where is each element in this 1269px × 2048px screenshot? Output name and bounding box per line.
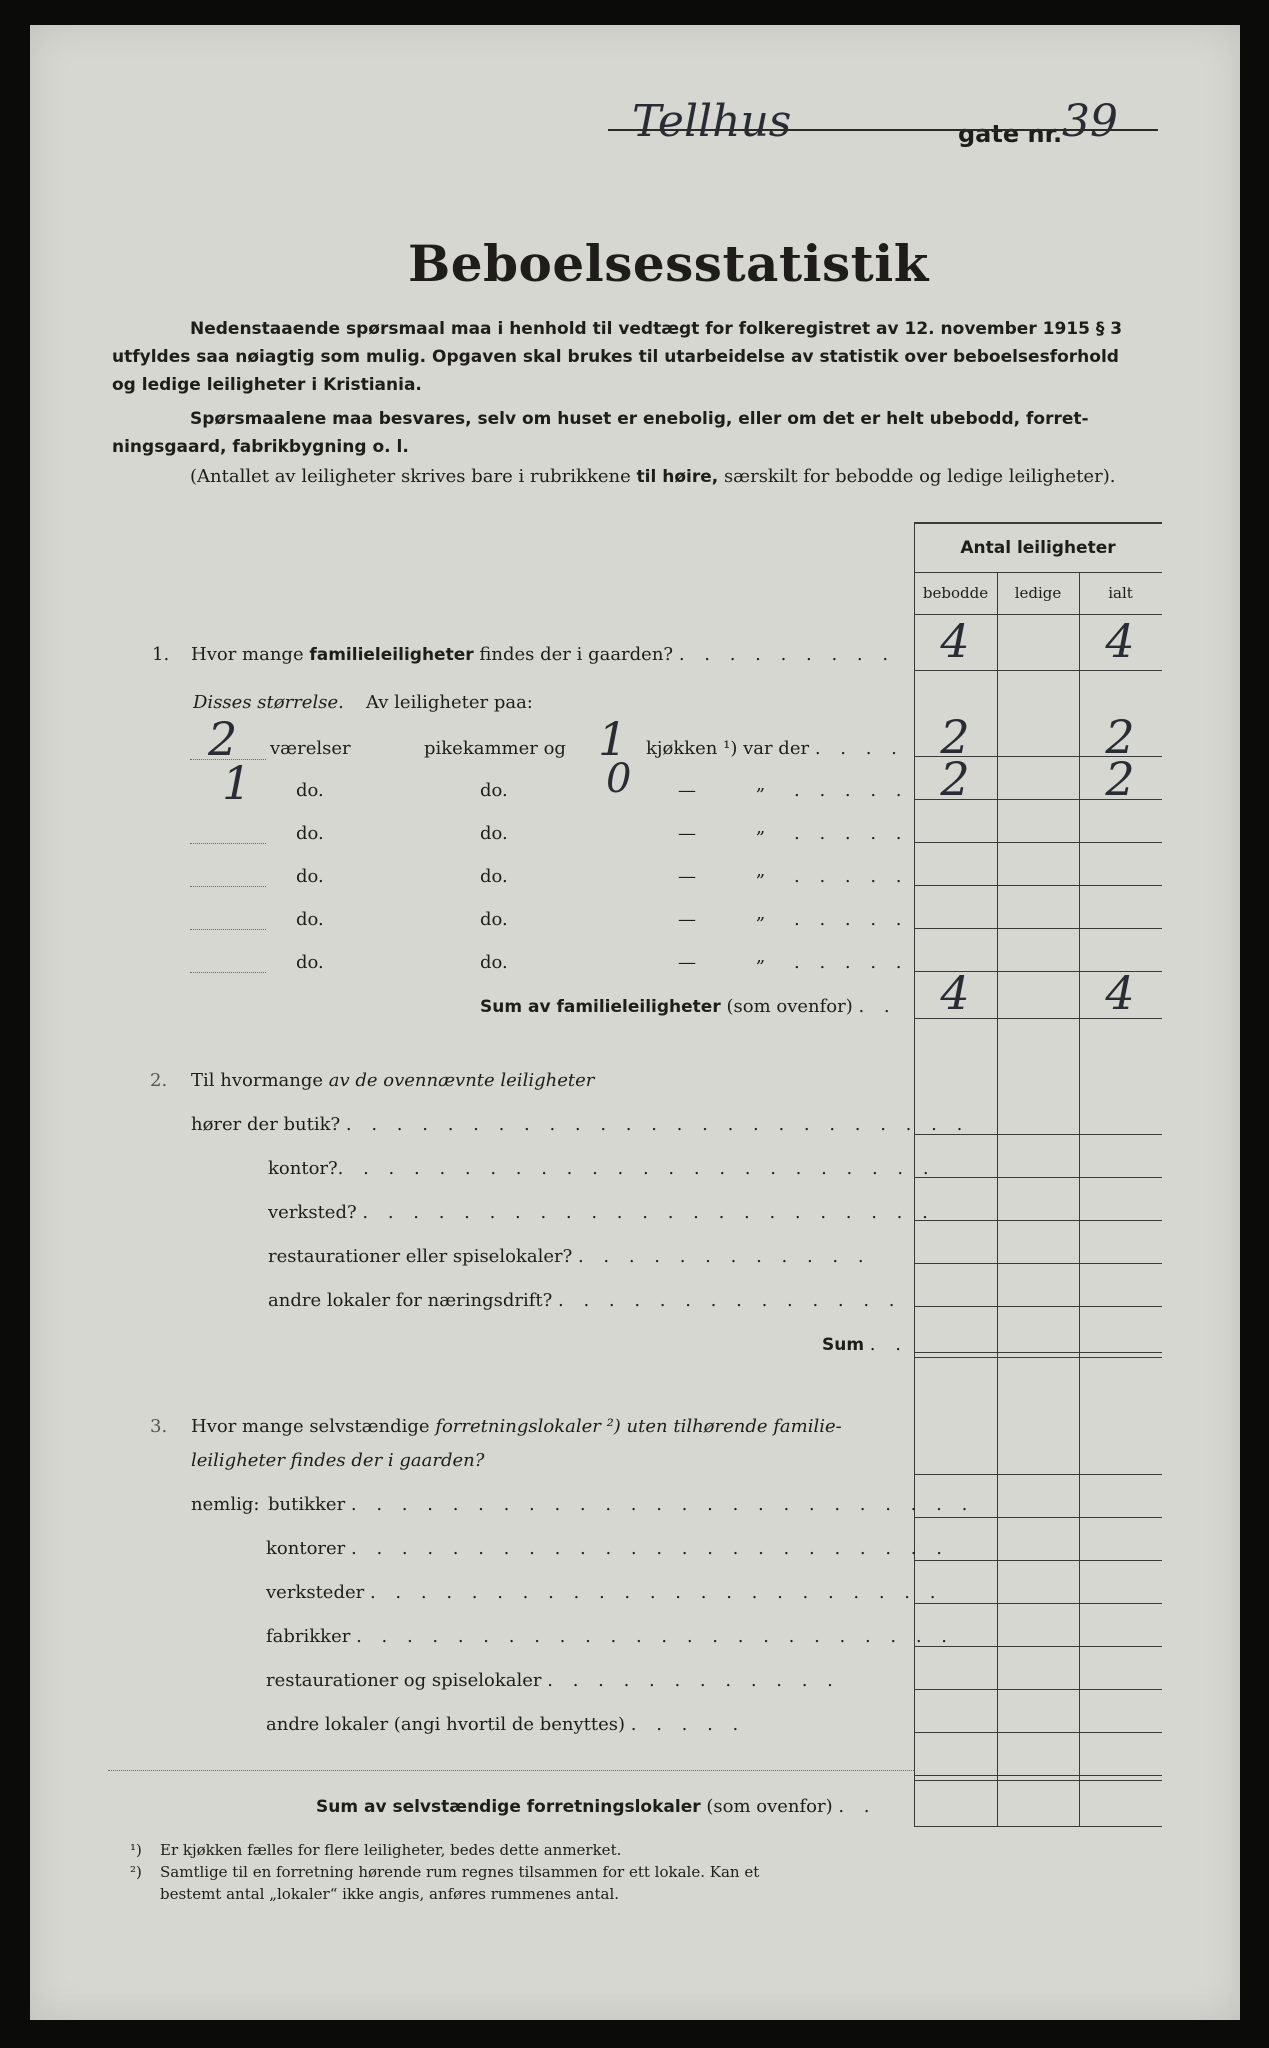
q3-text: Hvor mange selvstændige forretningslokaler ²) uten tilhørende familie- xyxy=(191,1416,842,1437)
footnote-1-mark: ¹) xyxy=(130,1841,142,1859)
q3-item-butikker: butikker . . . . . . . . . . . . . . . . . . . . . . . . . xyxy=(268,1494,975,1515)
row3-do-2: do. xyxy=(480,823,508,844)
row4-do-2: do. xyxy=(480,866,508,887)
intro-line-4: Spørsmaalene maa besvares, selv om huset er enebolig, eller om det er helt ubebodd, forret- xyxy=(190,409,1089,429)
row4-dots: . . . . . xyxy=(794,866,909,887)
footnote-2a: Samtlige til en forretning hørende rum regnes tilsammen for ett lokale. Kan et xyxy=(160,1863,760,1881)
row2-bebodde: 2 xyxy=(940,752,970,806)
pikekammer-label: pikekammer og xyxy=(424,738,566,759)
row2-vaerelser-value: 1 xyxy=(222,756,252,810)
row6-do-2: do. xyxy=(480,952,508,973)
q2-item-andre: andre lokaler for næringsdrift? . . . . . . . . . . . . . . xyxy=(268,1290,902,1311)
row2-do-2: do. xyxy=(480,780,508,801)
kjokken-label: kjøkken ¹) var der . . . . xyxy=(646,738,904,759)
street-name-handwritten: Tellhus xyxy=(632,96,792,147)
q1-sum-ialt: 4 xyxy=(1105,966,1135,1020)
row5-dash: — xyxy=(678,909,696,930)
col-ialt: ialt xyxy=(1108,584,1133,602)
intro-line-3: og ledige leiligheter i Kristiania. xyxy=(112,375,422,395)
q2-item-restaurationer: restaurationer eller spiselokaler? . . . . . . . . . . . . xyxy=(268,1246,871,1267)
row2-dots: . . . . . xyxy=(794,780,909,801)
intro-line-5: ningsgaard, fabrikbygning o. l. xyxy=(112,437,409,457)
row4-dash: — xyxy=(678,866,696,887)
row5-do-1: do. xyxy=(296,909,324,930)
row6-quote: „ xyxy=(756,946,766,967)
q2-number: 2. xyxy=(150,1070,168,1091)
q1-size-label: Disses størrelse. xyxy=(193,692,344,713)
q3-item-andre: andre lokaler (angi hvortil de benyttes) . . . . . xyxy=(266,1714,746,1735)
row3-do-1: do. xyxy=(296,823,324,844)
street-number-handwritten: 39 xyxy=(1062,96,1118,147)
q2-item-butik: hører der butik? . . . . . . . . . . . . . . . . . . . . . . . . . xyxy=(191,1114,970,1135)
q2-sum-label: Sum . . xyxy=(822,1334,908,1355)
intro-line-2: utfyldes saa nøiagtig som mulig. Opgaven skal brukes til utarbeidelse av statistik over beboelsesforhold xyxy=(112,347,1119,367)
q3-sum-label: Sum av selvstændige forretningslokaler (som ovenfor) . . xyxy=(316,1796,877,1817)
row3-dots: . . . . . xyxy=(794,823,909,844)
row4-do-1: do. xyxy=(296,866,324,887)
row5-do-2: do. xyxy=(480,909,508,930)
row6-dash: — xyxy=(678,952,696,973)
q1-number: 1. xyxy=(152,644,170,665)
q3-nemlig: nemlig: xyxy=(191,1494,260,1515)
row2-dash: — xyxy=(678,780,696,801)
row6-dots: . . . . . xyxy=(794,952,909,973)
intro-note: (Antallet av leiligheter skrives bare i rubrikkene til høire, særskilt for bebodde og ledige leiligheter). xyxy=(190,466,1116,487)
row2-ialt: 2 xyxy=(1105,752,1135,806)
q3-item-fabrikker: fabrikker . . . . . . . . . . . . . . . . . . . . . . . . xyxy=(266,1626,955,1647)
row5-dots: . . . . . xyxy=(794,909,909,930)
table-title: Antal leiligheter xyxy=(960,538,1116,558)
row3-quote: „ xyxy=(756,817,766,838)
q1-total-bebodde: 4 xyxy=(940,614,970,668)
q1-total-ialt: 4 xyxy=(1105,614,1135,668)
q3-item-restaurationer: restaurationer og spiselokaler . . . . . . . . . . . . xyxy=(266,1670,840,1691)
q1-sum-label: Sum av familieleiligheter (som ovenfor) . . xyxy=(480,996,897,1017)
row1-kjokken-value: 1 xyxy=(598,712,628,766)
header-underline xyxy=(608,129,1158,131)
q3-text-2: leiligheter findes der i gaarden? xyxy=(191,1450,485,1471)
q2-text: Til hvormange av de ovennævnte leiligheter xyxy=(191,1070,595,1091)
col-bebodde: bebodde xyxy=(922,584,989,602)
q2-item-verksted: verksted? . . . . . . . . . . . . . . . . . . . . . . . xyxy=(268,1202,935,1223)
q3-item-verksteder: verksteder . . . . . . . . . . . . . . . . . . . . . . . xyxy=(266,1582,943,1603)
row4-quote: „ xyxy=(756,860,766,881)
row1-vaerelser-value: 2 xyxy=(208,712,238,766)
vaerelser-label: værelser xyxy=(270,738,351,759)
q1-text: Hvor mange familieleiligheter findes der i gaarden? . . . . . . . . . xyxy=(191,644,896,665)
footnote-2b: bestemt antal „lokaler“ ikke angis, anføres rummenes antal. xyxy=(160,1885,620,1903)
q3-number: 3. xyxy=(150,1416,168,1437)
row6-do-1: do. xyxy=(296,952,324,973)
footnote-2-mark: ²) xyxy=(130,1863,142,1881)
row1-ialt: 2 xyxy=(1105,710,1135,764)
footnote-1: Er kjøkken fælles for flere leiligheter, bedes dette anmerket. xyxy=(160,1841,622,1859)
q1-size-text: Av leiligheter paa: xyxy=(366,692,533,713)
row2-do-1: do. xyxy=(296,780,324,801)
row1-bebodde: 2 xyxy=(940,710,970,764)
col-ledige: ledige xyxy=(1014,584,1062,602)
q2-item-kontor: kontor?. . . . . . . . . . . . . . . . . . . . . . . . xyxy=(268,1158,936,1179)
q3-item-kontorer: kontorer . . . . . . . . . . . . . . . . . . . . . . . . xyxy=(266,1538,949,1559)
row2-quote: „ xyxy=(756,774,766,795)
intro-line-1: Nedenstaaende spørsmaal maa i henhold til vedtægt for folkeregistret av 12. november 1915 § 3 xyxy=(190,319,1123,339)
gate-label: gate nr. xyxy=(958,120,1063,148)
page-title: Beboelsesstatistik xyxy=(408,234,929,293)
row5-quote: „ xyxy=(756,903,766,924)
q1-sum-bebodde: 4 xyxy=(940,966,970,1020)
row3-dash: — xyxy=(678,823,696,844)
row2-kjokken-value: 0 xyxy=(606,756,632,802)
